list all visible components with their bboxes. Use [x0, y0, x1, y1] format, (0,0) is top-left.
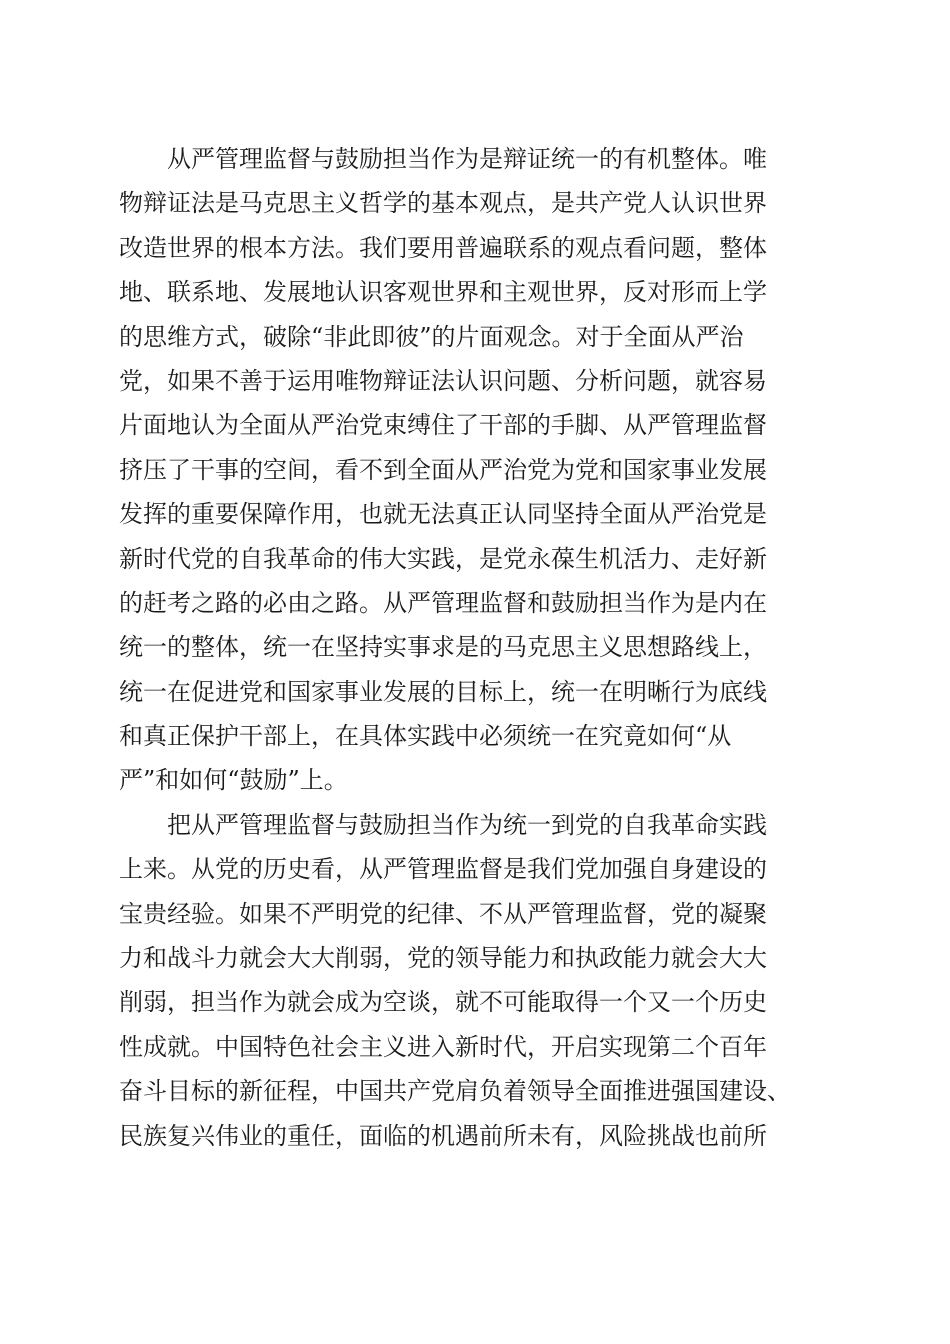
text-line: 片面地认为全面从严治党束缚住了干部的手脚、从严管理监督	[119, 411, 767, 440]
text-line: 奋斗目标的新征程，中国共产党肩负着领导全面推进强国建设、	[119, 1077, 791, 1106]
text-line: 发挥的重要保障作用，也就无法真正认同坚持全面从严治党是	[119, 500, 767, 529]
text-line: 挤压了干事的空间，看不到全面从严治党为党和国家事业发展	[119, 455, 767, 484]
text-line: 和真正保护干部上，在具体实践中必须统一在究竟如何“从	[119, 722, 732, 751]
text-line: 力和战斗力就会大大削弱，党的领导能力和执政能力就会大大	[119, 944, 767, 973]
text-line: 的思维方式，破除“非此即彼”的片面观念。对于全面从严治	[119, 322, 744, 351]
text-line: 性成就。中国特色社会主义进入新时代，开启实现第二个百年	[119, 1032, 767, 1061]
text-line: 从严管理监督与鼓励担当作为是辩证统一的有机整体。唯	[167, 145, 767, 173]
paragraph-1	[119, 137, 839, 803]
text-line: 的赶考之路的必由之路。从严管理监督和鼓励担当作为是内在	[119, 588, 767, 617]
text-line: 统一在促进党和国家事业发展的目标上，统一在明晰行为底线	[119, 677, 767, 706]
body-text	[119, 137, 839, 1158]
text-line: 党，如果不善于运用唯物辩证法认识问题、分析问题，就容易	[119, 366, 767, 395]
text-line: 物辩证法是马克思主义哲学的基本观点，是共产党人认识世界	[119, 189, 767, 218]
text-line: 地、联系地、发展地认识客观世界和主观世界，反对形而上学	[119, 278, 767, 307]
text-line: 新时代党的自我革命的伟大实践，是党永葆生机活力、走好新	[119, 544, 767, 573]
text-line: 改造世界的根本方法。我们要用普遍联系的观点看问题，整体	[119, 233, 767, 262]
text-line: 上来。从党的历史看，从严管理监督是我们党加强自身建设的	[119, 855, 767, 884]
text-line: 严”和如何“鼓励”上。	[119, 766, 348, 795]
text-line: 民族复兴伟业的重任，面临的机遇前所未有，风险挑战也前所	[119, 1121, 767, 1150]
text-line: 统一的整体，统一在坚持实事求是的马克思主义思想路线上，	[119, 633, 767, 662]
text-line: 宝贵经验。如果不严明党的纪律、不从严管理监督，党的凝聚	[119, 899, 767, 928]
text-line: 削弱，担当作为就会成为空谈，就不可能取得一个又一个历史	[119, 988, 767, 1017]
text-line: 把从严管理监督与鼓励担当作为统一到党的自我革命实践	[167, 810, 767, 839]
paragraph-2	[119, 803, 839, 1158]
